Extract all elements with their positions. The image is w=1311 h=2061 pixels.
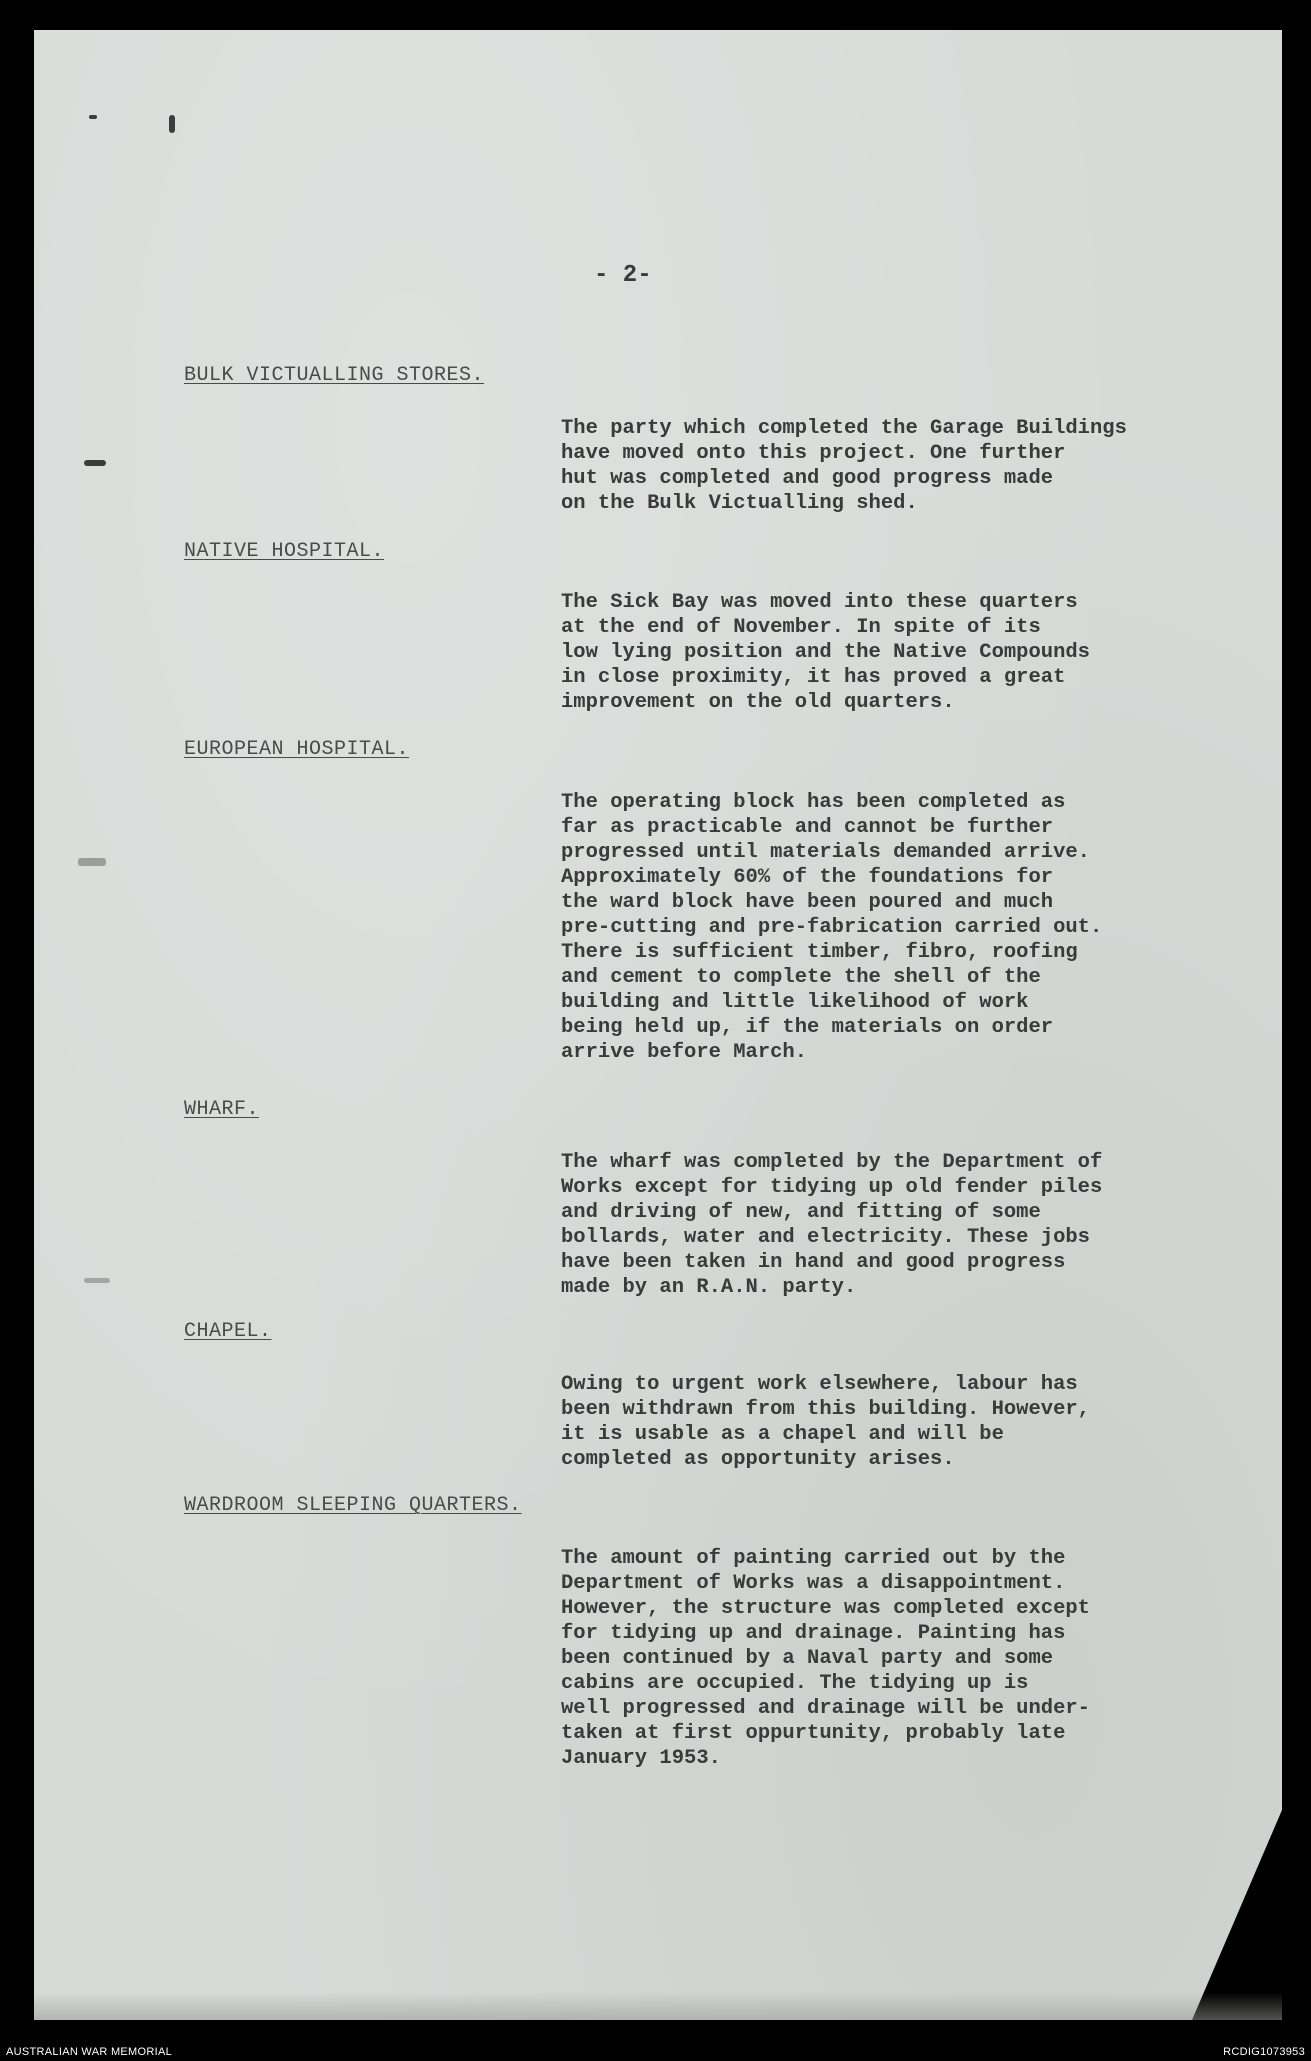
section-body-chapel: Owing to urgent work elsewhere, labour has been withdrawn from this building. However, it is usable as a chapel and will be completed as opportunity arises. <box>561 1373 1090 1471</box>
section-heading-bulk-victualling-stores: BULK VICTUALLING STORES. <box>184 364 485 387</box>
footer-archive-name: AUSTRALIAN WAR MEMORIAL <box>6 2046 173 2058</box>
footer-record-id: RCDIG1073953 <box>1223 2046 1305 2058</box>
punch-hole-mark <box>84 1278 110 1283</box>
document-page <box>34 30 1282 2020</box>
section-body-wardroom-sleeping-quarters: The amount of painting carried out by the Department of Works was a disappointment. However, the structure was completed except for tidying up and drainage. Painting has been continued by a Naval party and some cabins are occupied. The tidying up is well progressed and drainage will be under- taken at first oppurtunity, probably late January 1953. <box>561 1547 1090 1770</box>
page-number: - 2- <box>594 262 652 289</box>
section-heading-european-hospital: EUROPEAN HOSPITAL. <box>184 738 410 761</box>
worn-paper-edge <box>34 1992 1282 2020</box>
section-body-european-hospital: The operating block has been completed as far as practicable and cannot be further progressed until materials demanded arrive. Approximately 60% of the foundations for the ward block have been poured and much pre-cutting and pre-fabrication carried out. There is sufficient timber, fibro, roofing and cement to complete the shell of the building and little likelihood of work being held up, if the materials on order arrive before March. <box>561 791 1103 1064</box>
paper-blemish <box>169 115 175 133</box>
section-heading-chapel: CHAPEL. <box>184 1320 272 1343</box>
section-body-bulk-victualling-stores: The party which completed the Garage Buildings have moved onto this project. One further hut was completed and good progress made on the Bulk Victualling shed. <box>561 417 1127 515</box>
section-body-native-hospital: The Sick Bay was moved into these quarters at the end of November. In spite of its low lying position and the Native Compounds in close proximity, it has proved a great improvement on the old quarters. <box>561 591 1090 714</box>
section-heading-wardroom-sleeping-quarters: WARDROOM SLEEPING QUARTERS. <box>184 1494 522 1517</box>
folded-corner <box>1192 1810 1282 2020</box>
section-heading-wharf: WHARF. <box>184 1098 260 1121</box>
section-body-wharf: The wharf was completed by the Department of Works except for tidying up old fender piles and driving of new, and fitting of some bollards, water and electricity. These jobs have been taken in hand and good progress made by an R.A.N. party. <box>561 1151 1103 1299</box>
section-heading-native-hospital: NATIVE HOSPITAL. <box>184 540 385 563</box>
paper-blemish <box>89 115 97 119</box>
punch-hole-mark <box>84 460 106 466</box>
punch-hole-mark <box>78 858 106 866</box>
